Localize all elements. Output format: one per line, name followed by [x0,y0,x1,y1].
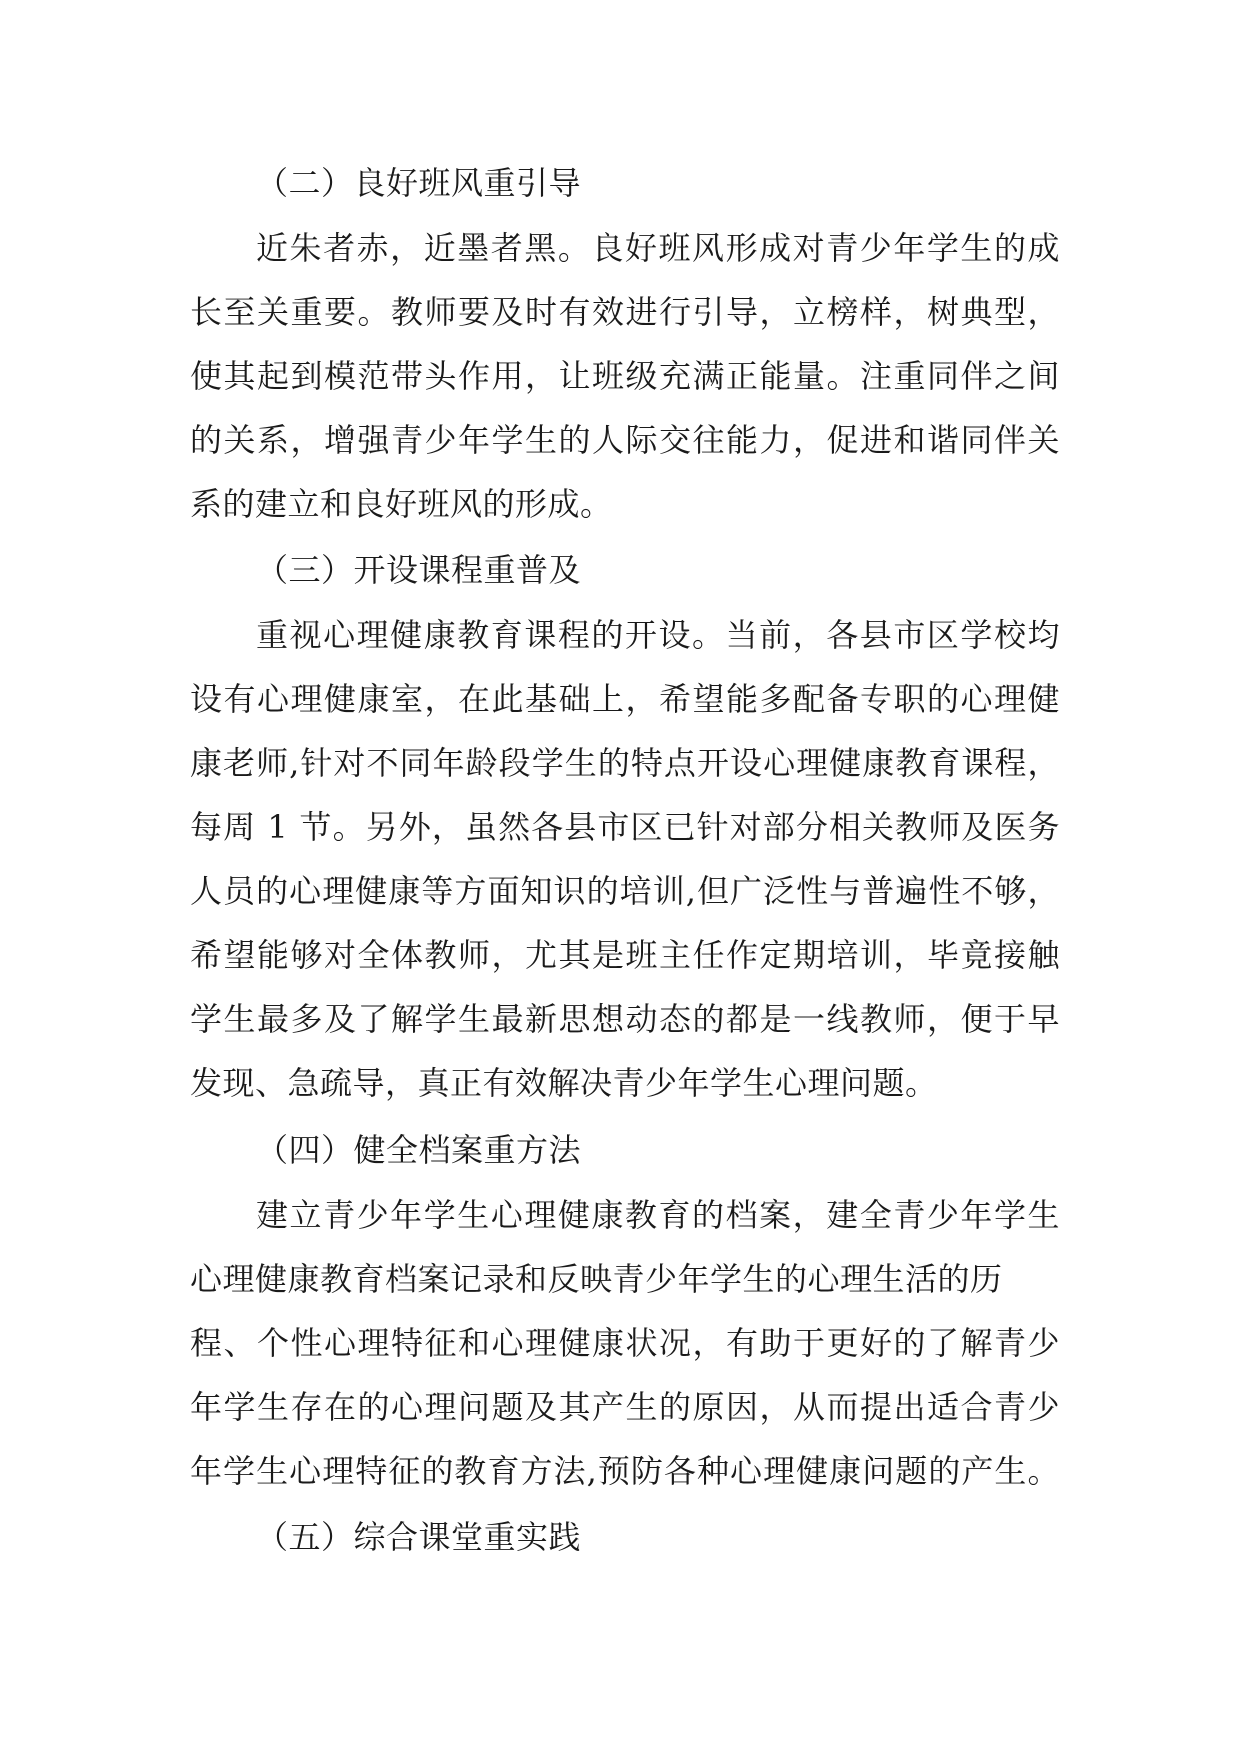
paragraph-line: 近朱者赤，近墨者黑。良好班风形成对青少年学生的成 [256,229,1060,267]
section-heading-5: （五）综合课堂重实践 [256,1518,582,1556]
paragraph-line: 每周 1 节。另外，虽然各县市区已针对部分相关教师及医务 [190,808,1060,846]
paragraph-line: 希望能够对全体教师，尤其是班主任作定期培训，毕竟接触 [190,936,1060,974]
paragraph-line: 发现、急疏导，真正有效解决青少年学生心理问题。 [190,1064,938,1102]
paragraph-line: 人员的心理健康等方面知识的培训,但广泛性与普遍性不够， [190,872,1060,910]
paragraph-line: 程、个性心理特征和心理健康状况，有助于更好的了解青少 [190,1324,1060,1362]
paragraph-line: 康老师,针对不同年龄段学生的特点开设心理健康教育课程， [190,744,1060,782]
paragraph-line: 年学生心理特征的教育方法,预防各种心理健康问题的产生。 [190,1452,1060,1490]
paragraph-line: 设有心理健康室，在此基础上，希望能多配备专职的心理健 [190,680,1060,718]
paragraph-line: 重视心理健康教育课程的开设。当前，各县市区学校均 [256,616,1060,654]
paragraph-line: 建立青少年学生心理健康教育的档案，建全青少年学生 [256,1196,1060,1234]
paragraph-line: 的关系，增强青少年学生的人际交往能力，促进和谐同伴关 [190,421,1060,459]
paragraph-line: 系的建立和良好班风的形成。 [190,485,613,523]
paragraph-line: 心理健康教育档案记录和反映青少年学生的心理生活的历 [190,1260,1003,1298]
section-heading-4: （四）健全档案重方法 [256,1131,582,1169]
paragraph-line: 年学生存在的心理问题及其产生的原因，从而提出适合青少 [190,1388,1060,1426]
section-heading-2: （二）良好班风重引导 [256,164,582,202]
paragraph-line: 长至关重要。教师要及时有效进行引导，立榜样，树典型， [190,293,1060,331]
paragraph-line: 使其起到模范带头作用，让班级充满正能量。注重同伴之间 [190,357,1060,395]
section-heading-3: （三）开设课程重普及 [256,551,582,589]
paragraph-line: 学生最多及了解学生最新思想动态的都是一线教师，便于早 [190,1000,1060,1038]
